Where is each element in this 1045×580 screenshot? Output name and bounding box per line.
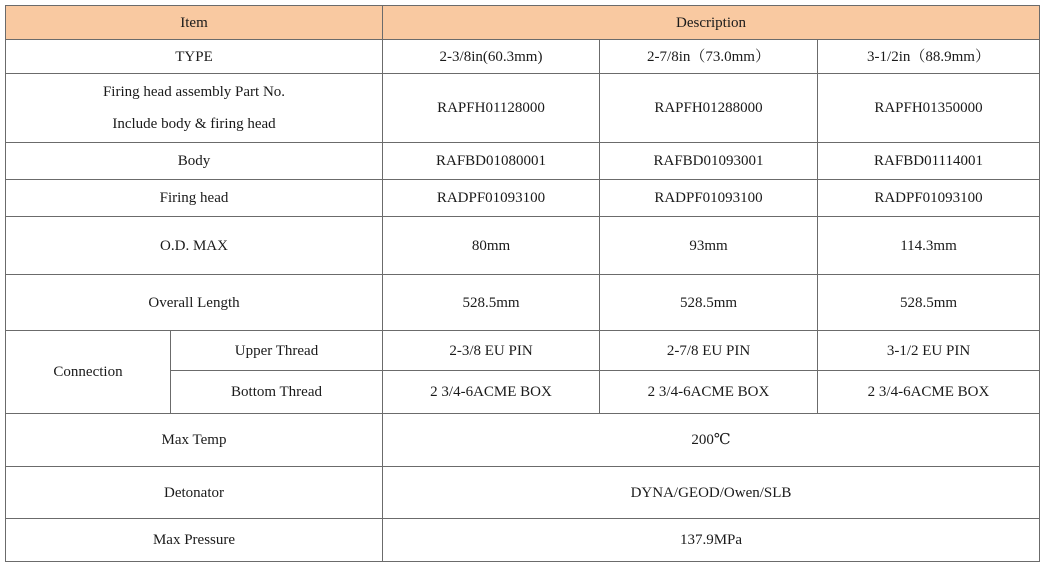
upper-thread-value-3: 3-1/2 EU PIN <box>818 331 1040 371</box>
spec-table <box>5 5 1040 562</box>
row-label-detonator: Detonator <box>6 467 383 519</box>
firing-head-value-3: RADPF01093100 <box>818 180 1040 217</box>
table-row <box>6 74 1040 143</box>
firing-head-value-1: RADPF01093100 <box>383 180 600 217</box>
upper-thread-value-2: 2-7/8 EU PIN <box>600 331 818 371</box>
bottom-thread-value-2: 2 3/4-6ACME BOX <box>600 371 818 414</box>
table-row <box>6 217 1040 275</box>
row-label-upper-thread: Upper Thread <box>171 331 383 371</box>
firing-head-assembly-label-line2: Include body & firing head <box>112 116 276 132</box>
firing-head-value-2: RADPF01093100 <box>600 180 818 217</box>
type-value-3: 3-1/2in（88.9mm） <box>818 40 1040 74</box>
body-value-2: RAFBD01093001 <box>600 143 818 180</box>
max-temp-value: 200℃ <box>383 414 1040 467</box>
row-label-max-pressure: Max Pressure <box>6 519 383 562</box>
bottom-thread-value-3: 2 3/4-6ACME BOX <box>818 371 1040 414</box>
row-label-connection: Connection <box>6 331 171 414</box>
table-row <box>6 180 1040 217</box>
body-value-1: RAFBD01080001 <box>383 143 600 180</box>
firing-head-assembly-value-3: RAPFH01350000 <box>818 74 1040 143</box>
table-header-row <box>6 6 1040 40</box>
bottom-thread-value-1: 2 3/4-6ACME BOX <box>383 371 600 414</box>
table-row <box>6 331 1040 371</box>
od-max-value-3: 114.3mm <box>818 217 1040 275</box>
type-value-1: 2-3/8in(60.3mm) <box>383 40 600 74</box>
table-row <box>6 467 1040 519</box>
type-value-2: 2-7/8in（73.0mm） <box>600 40 818 74</box>
row-label-max-temp: Max Temp <box>6 414 383 467</box>
overall-length-value-2: 528.5mm <box>600 275 818 331</box>
table-row <box>6 519 1040 562</box>
max-pressure-value: 137.9MPa <box>383 519 1040 562</box>
row-label-bottom-thread: Bottom Thread <box>171 371 383 414</box>
firing-head-assembly-value-2: RAPFH01288000 <box>600 74 818 143</box>
row-label-od-max: O.D. MAX <box>6 217 383 275</box>
row-label-type: TYPE <box>6 40 383 74</box>
header-description: Description <box>383 6 1040 40</box>
firing-head-assembly-value-1: RAPFH01128000 <box>383 74 600 143</box>
table-row <box>6 275 1040 331</box>
table-row <box>6 414 1040 467</box>
detonator-value: DYNA/GEOD/Owen/SLB <box>383 467 1040 519</box>
table-row <box>6 40 1040 74</box>
firing-head-assembly-label-line1: Firing head assembly Part No. <box>102 84 286 100</box>
row-label-firing-head-assembly <box>6 74 383 143</box>
upper-thread-value-1: 2-3/8 EU PIN <box>383 331 600 371</box>
table-row <box>6 143 1040 180</box>
row-label-overall-length: Overall Length <box>6 275 383 331</box>
row-label-firing-head: Firing head <box>6 180 383 217</box>
header-item: Item <box>6 6 383 40</box>
overall-length-value-1: 528.5mm <box>383 275 600 331</box>
od-max-value-1: 80mm <box>383 217 600 275</box>
row-label-body: Body <box>6 143 383 180</box>
od-max-value-2: 93mm <box>600 217 818 275</box>
overall-length-value-3: 528.5mm <box>818 275 1040 331</box>
body-value-3: RAFBD01114001 <box>818 143 1040 180</box>
